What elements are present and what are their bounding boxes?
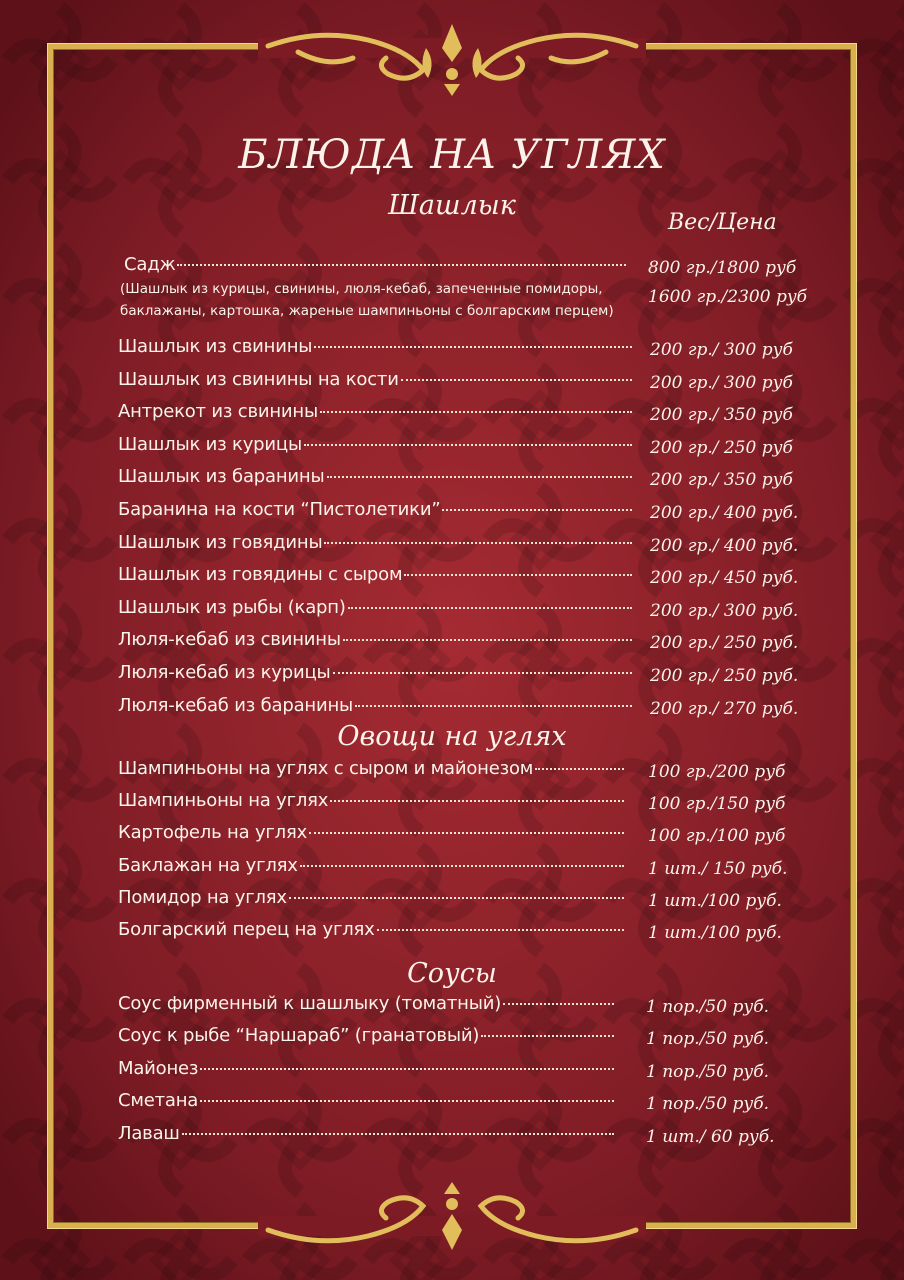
menu-item <box>118 758 628 786</box>
menu-item <box>118 401 636 429</box>
dot-leader <box>355 705 632 707</box>
menu-item <box>118 336 636 364</box>
menu-item <box>118 993 618 1021</box>
dot-leader <box>182 1133 614 1135</box>
dot-leader <box>320 411 632 413</box>
menu-item-price: 1 шт./ 60 руб. <box>646 1126 775 1147</box>
menu-item-price: 1 пор./50 руб. <box>646 1029 769 1050</box>
menu-item-price: 200 гр./ 250 руб. <box>650 666 799 686</box>
menu-item <box>118 887 628 915</box>
dot-leader <box>442 509 632 511</box>
section-title-sauces: Соусы <box>407 958 497 989</box>
dot-leader <box>324 542 632 544</box>
menu-item-price: 200 гр./ 250 руб. <box>650 633 799 654</box>
menu-item-sadj <box>118 254 630 282</box>
menu-item <box>118 1058 618 1086</box>
menu-item-name: Соус фирменный к шашлыку (томатный) <box>118 993 502 1014</box>
menu-item-name: Садж <box>124 254 176 275</box>
menu-item-price: 200 гр./ 300 руб <box>650 372 793 393</box>
menu-item-name: Шашлык из говядины с сыром <box>118 564 403 586</box>
dot-leader <box>200 1100 614 1102</box>
menu-item-price: 1600 гр./2300 руб <box>648 287 808 307</box>
menu-item-description: баклажаны, картошка, жареные шампиньоны с болгарским перцем) <box>120 303 614 319</box>
menu-item-price: 200 гр./ 400 руб. <box>650 535 799 556</box>
menu-item-name: Люля-кебаб из курицы <box>118 662 331 683</box>
menu-item-price: 200 гр./ 350 руб <box>650 470 793 491</box>
menu-item-price: 200 гр./ 250 руб <box>650 437 793 458</box>
menu-item-name: Люля-кебаб из свинины <box>118 629 341 651</box>
menu-item-name: Помидор на углях <box>118 886 287 908</box>
dot-leader <box>535 768 624 770</box>
menu-item <box>118 790 628 818</box>
dot-leader <box>481 1035 614 1037</box>
menu-item-price: 200 гр./ 450 руб. <box>650 568 799 589</box>
dot-leader <box>348 607 632 609</box>
dot-leader <box>309 832 624 834</box>
menu-item-name: Люля-кебаб из баранины <box>118 694 354 716</box>
menu-item-name: Шашлык из рыбы (карп) <box>118 596 346 618</box>
dot-leader <box>377 929 624 931</box>
dot-leader <box>327 476 633 478</box>
menu-item-price: 200 гр./ 270 руб. <box>650 698 799 719</box>
menu-item <box>118 434 636 462</box>
menu-item <box>118 919 628 947</box>
menu-item-name: Баклажан на углях <box>118 854 298 876</box>
dot-leader <box>333 672 632 674</box>
menu-item-name: Шашлык из свинины на кости <box>118 368 399 390</box>
menu-title: БЛЮДА НА УГЛЯХ <box>238 132 666 178</box>
dot-leader <box>330 800 624 802</box>
menu-item <box>118 629 636 657</box>
menu-item <box>118 564 636 592</box>
menu-item-name: Шампиньоны на углях <box>118 790 329 812</box>
dot-leader <box>300 865 624 867</box>
menu-item <box>118 369 636 397</box>
menu-item-name: Баранина на кости “Пистолетики” <box>118 499 441 520</box>
menu-item-description: (Шашлык из курицы, свинины, люля-кебаб, запеченные помидоры, <box>120 281 603 297</box>
menu-item-price: 200 гр./ 400 руб. <box>650 503 799 523</box>
menu-item-name: Шашлык из говядины <box>118 531 323 553</box>
menu-item <box>118 662 636 690</box>
menu-item-name: Шашлык из баранины <box>118 466 325 488</box>
menu-item-name: Шашлык из свинины <box>118 336 313 357</box>
menu-item-name: Антрекот из свинины <box>118 401 319 423</box>
dot-leader <box>304 444 632 446</box>
section-title-vegetables: Овощи на углях <box>337 721 567 752</box>
menu-item <box>118 1025 618 1053</box>
menu-item-name: Шашлык из курицы <box>118 433 302 455</box>
menu-item-name: Соус к рыбе “Наршараб” (гранатовый) <box>118 1025 480 1047</box>
menu-item <box>118 855 628 883</box>
top-ornament-icon <box>258 18 646 98</box>
menu-item-price: 100 гр./100 руб <box>648 826 786 847</box>
menu-item-price: 100 гр./150 руб <box>648 794 786 815</box>
menu-item-price: 1 шт./100 руб. <box>648 923 782 943</box>
menu-item-name: Шампиньоны на углях с сыром и майонезом <box>118 758 534 779</box>
menu-item-price: 1 пор./50 руб. <box>646 997 769 1017</box>
dot-leader <box>289 897 624 899</box>
menu-item <box>118 1123 618 1151</box>
menu-item-price: 1 пор./50 руб. <box>646 1094 769 1115</box>
dot-leader <box>503 1003 614 1005</box>
menu-item-price: 800 гр./1800 руб <box>648 258 797 278</box>
menu-item-price: 1 пор./50 руб. <box>646 1061 769 1082</box>
menu-item-name: Болгарский перец на углях <box>118 919 375 940</box>
dot-leader <box>314 346 632 348</box>
dot-leader <box>200 1068 614 1070</box>
menu-item <box>118 499 636 527</box>
menu-item <box>118 597 636 625</box>
menu-item <box>118 532 636 560</box>
menu-item <box>118 695 636 723</box>
dot-leader <box>401 379 632 381</box>
menu-item-name: Картофель на углях <box>118 822 308 844</box>
menu-item <box>118 1090 618 1118</box>
menu-item <box>118 466 636 494</box>
column-header-weight-price: Вес/Цена <box>668 210 777 235</box>
menu-item-name: Лаваш <box>118 1122 180 1144</box>
bottom-ornament-icon <box>258 1180 646 1260</box>
section-title-shashlik: Шашлык <box>388 190 516 221</box>
menu-item-price: 200 гр./ 350 руб <box>650 405 793 426</box>
menu-item-price: 200 гр./ 300 руб. <box>650 600 799 621</box>
menu-item-price: 100 гр./200 руб <box>648 762 786 782</box>
menu-item <box>118 822 628 850</box>
menu-item-price: 1 шт./ 150 руб. <box>648 858 788 879</box>
menu-item-name: Сметана <box>118 1090 199 1112</box>
menu-item-name: Майонез <box>118 1057 199 1079</box>
menu-item-price: 200 гр./ 300 руб <box>650 340 793 360</box>
dot-leader <box>404 574 632 576</box>
dot-leader <box>343 639 632 641</box>
dot-leader <box>177 264 626 266</box>
menu-item-price: 1 шт./100 руб. <box>648 890 782 911</box>
